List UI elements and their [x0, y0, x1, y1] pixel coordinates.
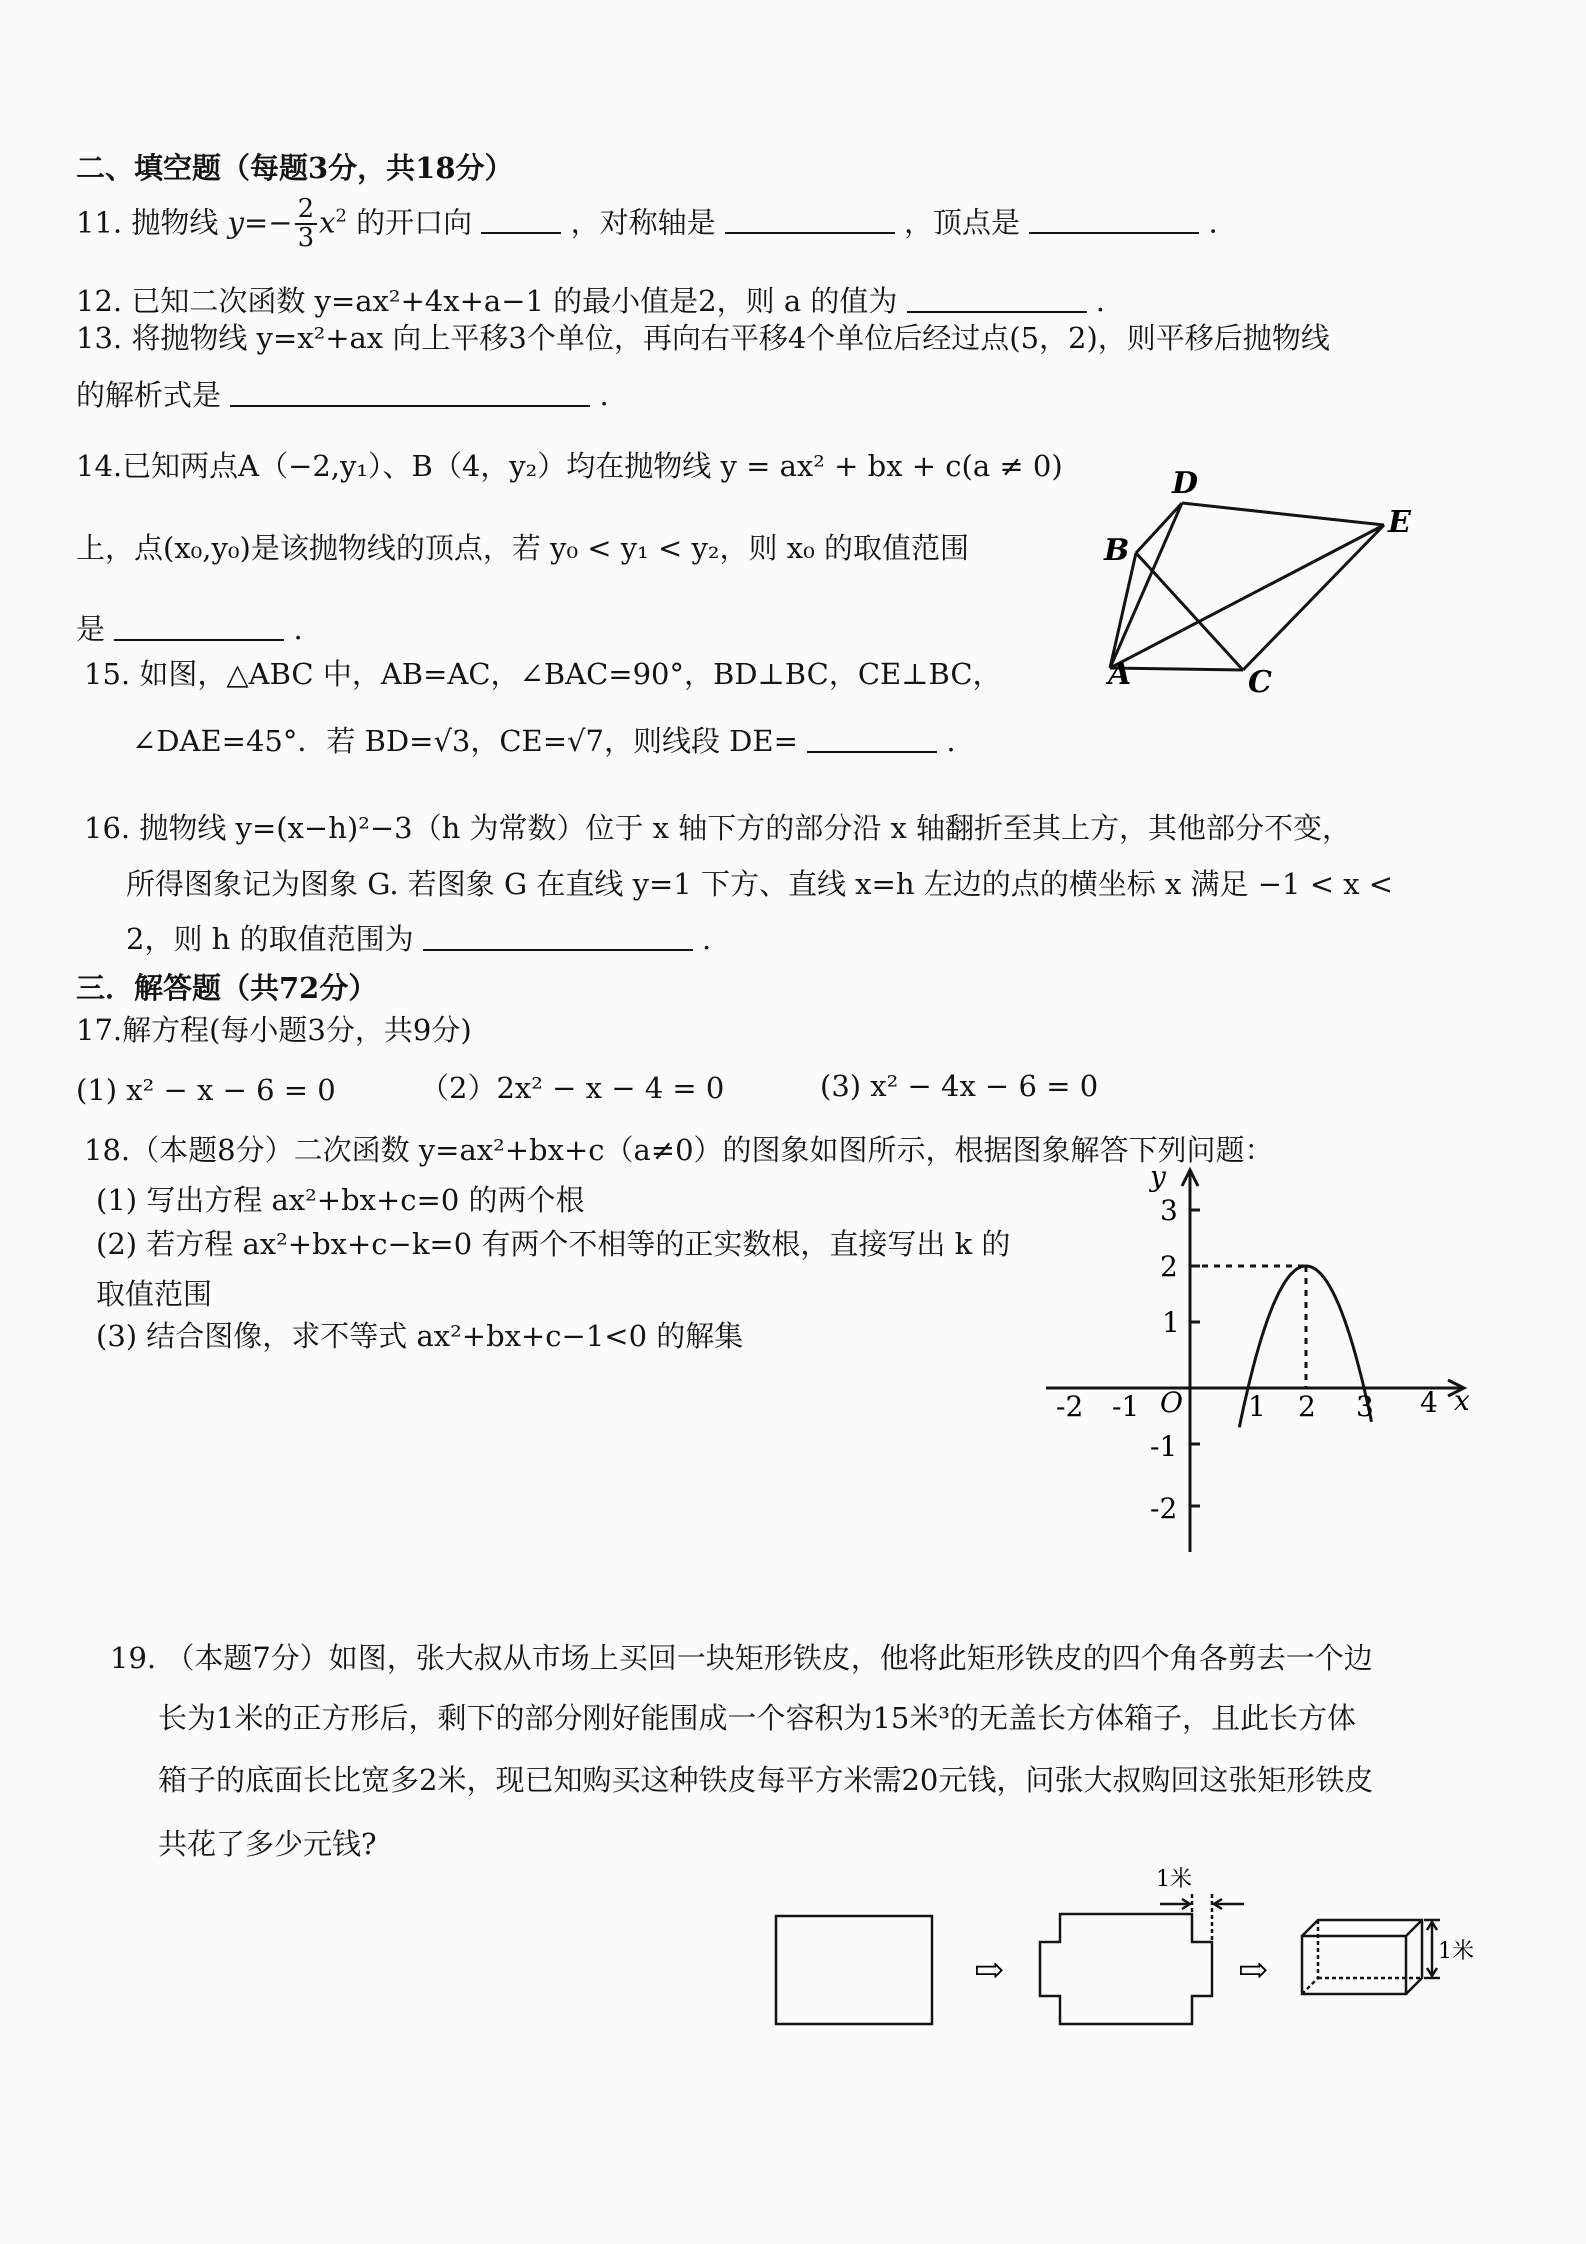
q18-part-2-line-2: 取值范围 [96, 1277, 213, 1311]
question-13-line-1: 13. 将抛物线 y=x²+ax 向上平移3个单位，再向右平移4个单位后经过点(5，2)，则平移后抛物线 [76, 321, 1330, 355]
question-16-line-3 [126, 920, 711, 957]
question-19-line-1: 19. （本题7分）如图，张大叔从市场上买回一块矩形铁皮，他将此矩形铁皮的四个角各剪去一个边 [110, 1641, 1373, 1675]
q15-end: . [946, 724, 956, 758]
question-19-line-2: 长为1米的正方形后，剩下的部分刚好能围成一个容积为15米³的无盖长方体箱子，且此长方体 [158, 1701, 1356, 1735]
question-17-title: 17.解方程(每小题3分，共9分) [76, 1013, 472, 1047]
question-13-line-2 [76, 376, 609, 413]
parabola-curve [1239, 1266, 1371, 1427]
q11-exponent: 2 [335, 205, 347, 227]
question-18-title: 18.（本题8分）二次函数 y=ax²+bx+c（a≠0）的图象如图所示，根据图象解答下列问题： [84, 1133, 1274, 1167]
x-tick-2: 2 [1298, 1390, 1316, 1423]
q15-text: ∠DAE=45°．若 BD=√3，CE=√7，则线段 DE= [132, 724, 798, 758]
q11-text-c: ，对称轴是 [570, 205, 716, 240]
q18-part-3: (3) 结合图像，求不等式 ax²+bx+c−1<0 的解集 [96, 1319, 744, 1353]
y-tick-2: 2 [1160, 1250, 1178, 1283]
question-15-line-2 [132, 722, 956, 759]
x-tick--1: -1 [1112, 1390, 1140, 1423]
x-tick--2: -2 [1056, 1390, 1084, 1423]
q11-var-y: y [227, 205, 244, 240]
y-axis-arrow [1182, 1170, 1198, 1186]
q16-blank[interactable] [423, 920, 693, 951]
graph18-origin: O [1160, 1386, 1183, 1419]
question-19-line-4: 共花了多少元钱? [158, 1827, 377, 1861]
q11-text-b: 的开口向 [356, 205, 473, 240]
question-15-line-1: 15. 如图，△ABC 中，AB=AC，∠BAC=90°，BD⊥BC，CE⊥BC， [84, 657, 1002, 691]
question-19-line-3: 箱子的底面长比宽多2米，现已知购买这种铁皮每平方米需20元钱，问张大叔购回这张矩形铁皮 [158, 1763, 1374, 1797]
fig19-label-side: 1米 [1438, 1939, 1474, 1964]
fig19-cut-sheet [1040, 1914, 1212, 2024]
graph18-y-label: y [1150, 1160, 1166, 1193]
fig15-label-D: D [1172, 466, 1199, 501]
fig19-box-front [1302, 1936, 1406, 1994]
question-16-line-2: 所得图象记为图象 G. 若图象 G 在直线 y=1 下方、直线 x=h 左边的点的横坐标 x 满足 −1 < x < [126, 867, 1394, 901]
fig15-label-E: E [1388, 505, 1411, 540]
question-14-line-2: 上，点(x₀,y₀)是该抛物线的顶点，若 y₀ < y₁ < y₂，则 x₀ 的取值范围 [76, 531, 969, 565]
q11-var-x: x [319, 205, 336, 240]
q14-end: . [293, 612, 303, 646]
fig19-arrow-1: ⇨ [974, 1950, 1005, 1991]
fig15-label-C: C [1248, 665, 1272, 700]
q12-end: . [1095, 284, 1106, 318]
y-tick-3: 3 [1160, 1194, 1178, 1227]
q17-part-1: (1) x² − x − 6 = 0 [76, 1073, 336, 1107]
fig19-rectangle-sheet [776, 1916, 932, 2024]
q13-blank[interactable] [230, 376, 590, 407]
question-14-line-3 [76, 610, 303, 647]
graph18-x-label: x [1454, 1384, 1470, 1417]
fig15-label-A: A [1108, 657, 1132, 692]
x-tick-4: 4 [1420, 1386, 1438, 1419]
fig19-label-top: 1米 [1156, 1867, 1192, 1892]
question-11 [76, 196, 1218, 253]
fig19-arrow-2: ⇨ [1238, 1950, 1269, 1991]
q11-blank-1[interactable] [481, 203, 561, 234]
q11-text-d: ，顶点是 [904, 205, 1021, 240]
y-tick--2: -2 [1150, 1492, 1178, 1525]
fig15-label-B: B [1104, 533, 1130, 568]
x-tick-1: 1 [1248, 1390, 1266, 1423]
q15-blank[interactable] [807, 722, 937, 753]
q11-blank-2[interactable] [725, 203, 895, 234]
x-axis-arrow [1448, 1380, 1464, 1396]
q14-blank[interactable] [114, 610, 284, 641]
q11-end: . [1208, 205, 1218, 240]
q11-eq: =− [243, 205, 293, 240]
q13-text: 的解析式是 [76, 378, 222, 412]
q11-blank-3[interactable] [1029, 203, 1199, 234]
q18-part-2-line-1: (2) 若方程 ax²+bx+c−k=0 有两个不相等的正实数根，直接写出 k 的 [96, 1227, 1011, 1261]
q14-text: 是 [76, 612, 106, 646]
q18-part-1: (1) 写出方程 ax²+bx+c=0 的两个根 [96, 1183, 585, 1217]
q12-blank[interactable] [907, 282, 1087, 313]
q11-fraction: $\frac{2}{3}$ [295, 196, 318, 253]
question-16-line-1: 16. 抛物线 y=(x−h)²−3（h 为常数）位于 x 轴下方的部分沿 x 轴翻折至其上方，其他部分不变， [84, 811, 1352, 845]
section-title-answer: 三．解答题（共72分） [76, 971, 378, 1005]
question-12 [76, 282, 1105, 319]
q16-end: . [702, 922, 712, 956]
q17-part-2: （2）2x² − x − 4 = 0 [420, 1071, 725, 1105]
x-tick-3: 3 [1356, 1390, 1374, 1423]
q11-number: 11. [76, 205, 123, 240]
section-title-fill-in: 二、填空题（每题3分，共18分） [76, 151, 514, 185]
question-14-line-1: 14.已知两点A（−2,y₁）、B（4，y₂）均在抛物线 y = ax² + bx + c(a ≠ 0) [76, 449, 1063, 483]
q11-text-a: 抛物线 [131, 205, 219, 240]
q16-text: 2，则 h 的取值范围为 [126, 922, 414, 956]
q13-end: . [599, 378, 609, 412]
y-tick-1: 1 [1162, 1306, 1180, 1339]
q17-part-3: (3) x² − 4x − 6 = 0 [820, 1069, 1099, 1103]
q12-text: 12. 已知二次函数 y=ax²+4x+a−1 的最小值是2，则 a 的值为 [76, 284, 898, 318]
y-tick--1: -1 [1150, 1430, 1178, 1463]
